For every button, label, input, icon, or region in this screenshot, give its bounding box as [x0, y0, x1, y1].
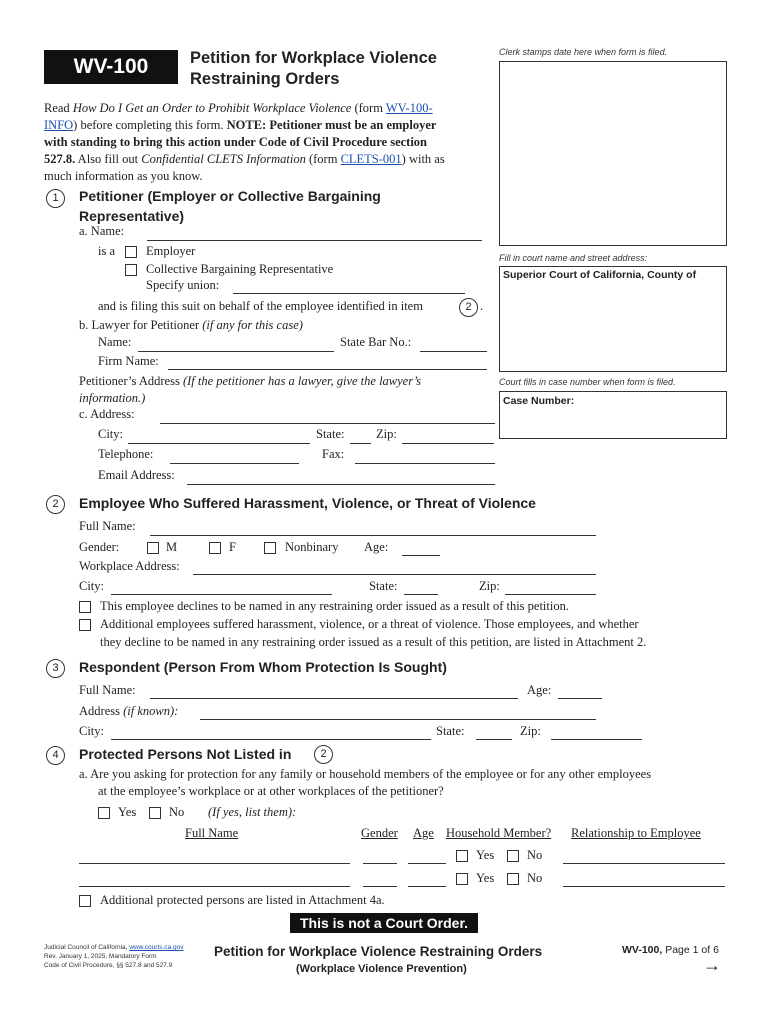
col-gender: Gender: [361, 826, 398, 840]
filing-behalf-text: and is filing this suit on behalf of the employee identified in item: [98, 299, 423, 313]
additional-protected-text: Additional protected persons are listed in Attachment 4a.: [100, 893, 385, 907]
workplace-address-field[interactable]: [193, 574, 596, 575]
section-4-number: 4: [46, 746, 65, 765]
gender-f-label: F: [229, 540, 236, 554]
wv100info-link-cont[interactable]: INFO: [44, 118, 74, 132]
gender-nonbinary-checkbox[interactable]: [264, 542, 276, 554]
employee-city-label: City:: [79, 579, 105, 593]
person2-age-field[interactable]: [408, 886, 446, 887]
lawyer-name-label: Name:: [98, 335, 132, 349]
person1-name-field[interactable]: [79, 863, 350, 864]
section-2-number: 2: [46, 495, 65, 514]
respondent-address-field[interactable]: [200, 719, 596, 720]
next-page-arrow-icon[interactable]: →: [703, 955, 721, 975]
form-title: [190, 48, 490, 90]
lawyer-label: b. Lawyer for Petitioner (if any for this case): [79, 318, 303, 332]
section-1-heading: Petitioner (Employer or Collective Bargaining Representative): [79, 188, 381, 224]
fax-field[interactable]: [355, 463, 495, 464]
respondent-zip-label: Zip:: [520, 724, 541, 738]
is-a-label: is a: [98, 244, 116, 258]
clerk-stamp-note: Clerk stamps date here when form is filed.: [499, 47, 668, 57]
filing-period: .: [480, 299, 484, 313]
footer-form-title: Petition for Workplace Violence Restraining Orders: [214, 944, 543, 959]
state-bar-label: State Bar No.:: [340, 335, 412, 349]
gender-nonbinary-label: Nonbinary: [285, 540, 339, 554]
person1-household-yes-checkbox[interactable]: [456, 850, 468, 862]
col-household: Household Member?: [446, 826, 552, 840]
court-name-box[interactable]: [499, 266, 727, 372]
respondent-state-label: State:: [436, 724, 465, 738]
state-field[interactable]: [350, 443, 371, 444]
petitioner-name-label: a. Name:: [79, 224, 125, 238]
email-field[interactable]: [187, 484, 495, 485]
intro-paragraph: Read How Do I Get an Order to Prohibit Workplace Violence (form WV-100- INFO) before completing this form. NOTE: Petitioner must be an employer with standing to bring this action under Code of Civil Procedure section 527.8. Also fill out Confidential CLETS Information (form CLETS-001) with as much information as you know.: [44, 101, 445, 183]
protection-question: a. Are you asking for protection for any family or household members of the employee or for any other employees: [79, 767, 652, 781]
person1-age-field[interactable]: [408, 863, 446, 864]
employee-declines-checkbox[interactable]: [79, 601, 91, 613]
fax-label: Fax:: [322, 447, 345, 461]
state-label: State:: [316, 427, 345, 441]
case-number-label: Case Number:: [503, 395, 575, 407]
employee-city-field[interactable]: [111, 594, 332, 595]
person2-relationship-field[interactable]: [563, 886, 725, 887]
person1-relationship-field[interactable]: [563, 863, 725, 864]
respondent-address-label: Address (if known):: [79, 704, 179, 718]
not-court-order-banner: This is not a Court Order.: [290, 913, 478, 933]
person1-household-yes-label: Yes: [476, 848, 495, 862]
clerk-stamp-box[interactable]: [499, 61, 727, 246]
address-label: c. Address:: [79, 407, 135, 421]
form-title-line1: Petition for Workplace Violence: [190, 49, 437, 67]
petitioner-address-label: Petitioner’s Address (If the petitioner has a lawyer, give the lawyer’s information.): [79, 374, 421, 405]
firm-name-field[interactable]: [168, 369, 487, 370]
employee-name-label: Full Name:: [79, 519, 136, 533]
lawyer-name-field[interactable]: [138, 351, 334, 352]
person1-gender-field[interactable]: [363, 863, 397, 864]
employer-label: Employer: [146, 244, 196, 258]
employee-age-field[interactable]: [402, 555, 440, 556]
state-bar-field[interactable]: [420, 351, 487, 352]
address-field[interactable]: [160, 423, 495, 424]
additional-employees-checkbox[interactable]: [79, 619, 91, 631]
employee-name-field[interactable]: [150, 535, 596, 536]
person2-household-yes-label: Yes: [476, 871, 495, 885]
additional-employees-text-2: they decline to be named in any restraining order issued as a result of this petition, are listed in Attachment 2.: [100, 635, 647, 649]
person2-household-yes-checkbox[interactable]: [456, 873, 468, 885]
cbr-label: Collective Bargaining Representative: [146, 262, 334, 276]
gender-f-checkbox[interactable]: [209, 542, 221, 554]
person2-household-no-label: No: [527, 871, 543, 885]
petitioner-name-field[interactable]: [147, 240, 482, 241]
city-label: City:: [98, 427, 124, 441]
protection-no-label: No: [169, 805, 185, 819]
employee-zip-field[interactable]: [505, 594, 596, 595]
court-name-label: Superior Court of California, County of: [503, 269, 697, 281]
section-3-heading: Respondent (Person From Whom Protection Is Sought): [79, 659, 447, 675]
footer-form-subtitle: (Workplace Violence Prevention): [296, 963, 467, 975]
court-name-note: Fill in court name and street address:: [499, 253, 648, 263]
employee-state-field[interactable]: [404, 594, 438, 595]
email-label: Email Address:: [98, 468, 175, 482]
cbr-checkbox[interactable]: [125, 264, 137, 276]
form-title-line2: Restraining Orders: [190, 70, 340, 88]
item-2-ref: 2: [459, 298, 478, 317]
clets001-link[interactable]: CLETS-001: [340, 152, 402, 166]
respondent-name-field[interactable]: [150, 698, 518, 699]
courts-website-link[interactable]: www.courts.ca.gov: [129, 944, 184, 951]
employee-state-label: State:: [369, 579, 398, 593]
respondent-city-label: City:: [79, 724, 105, 738]
form-number-badge: WV-100: [44, 50, 178, 84]
workplace-address-label: Workplace Address:: [79, 559, 180, 573]
case-number-box[interactable]: [499, 391, 727, 439]
employee-age-label: Age:: [364, 540, 389, 554]
col-relationship: Relationship to Employee: [571, 826, 701, 840]
specify-union-label: Specify union:: [146, 278, 220, 292]
footer-page-number: WV-100, Page 1 of 6: [622, 944, 719, 956]
respondent-city-field[interactable]: [111, 739, 431, 740]
case-number-note: Court fills in case number when form is filed.: [499, 377, 676, 387]
specify-union-field[interactable]: [233, 293, 465, 294]
protection-yes-label: Yes: [118, 805, 137, 819]
employee-zip-label: Zip:: [479, 579, 500, 593]
person2-name-field[interactable]: [79, 886, 350, 887]
additional-protected-checkbox[interactable]: [79, 895, 91, 907]
zip-field[interactable]: [402, 443, 494, 444]
respondent-name-label: Full Name:: [79, 683, 136, 697]
respondent-age-field[interactable]: [558, 698, 602, 699]
telephone-label: Telephone:: [98, 447, 154, 461]
employer-checkbox[interactable]: [125, 246, 137, 258]
col-age: Age: [413, 826, 434, 840]
wv100info-link[interactable]: WV-100-: [385, 101, 433, 115]
list-them-label: (If yes, list them):: [208, 805, 297, 819]
protection-yes-checkbox[interactable]: [98, 807, 110, 819]
gender-m-checkbox[interactable]: [147, 542, 159, 554]
respondent-zip-field[interactable]: [551, 739, 642, 740]
firm-name-label: Firm Name:: [98, 354, 159, 368]
gender-m-label: M: [166, 540, 178, 554]
city-field[interactable]: [128, 443, 310, 444]
respondent-state-field[interactable]: [476, 739, 512, 740]
employee-declines-text: This employee declines to be named in any restraining order issued as a result of this petition.: [100, 599, 569, 613]
protection-no-checkbox[interactable]: [149, 807, 161, 819]
person1-household-no-label: No: [527, 848, 543, 862]
person2-household-no-checkbox[interactable]: [507, 873, 519, 885]
additional-employees-text: Additional employees suffered harassment, violence, or a threat of violence. Those employees, and whether: [100, 617, 639, 631]
person1-household-no-checkbox[interactable]: [507, 850, 519, 862]
telephone-field[interactable]: [170, 463, 299, 464]
person2-gender-field[interactable]: [363, 886, 397, 887]
footer-citation: Judicial Council of California, www.courts.ca.gov Rev. January 1, 2025, Mandatory Form Code of Civil Procedure, §§ 527.8 and 527.9: [44, 944, 184, 969]
zip-label: Zip:: [376, 427, 397, 441]
protection-question-2: at the employee’s workplace or at other workplaces of the petitioner?: [98, 784, 444, 798]
section-4-heading: Protected Persons Not Listed in: [79, 746, 292, 762]
respondent-age-label: Age:: [527, 683, 552, 697]
section-2-heading: Employee Who Suffered Harassment, Violence, or Threat of Violence: [79, 495, 536, 511]
section-4-item-2-ref: 2: [314, 745, 333, 764]
section-3-number: 3: [46, 659, 65, 678]
gender-label: Gender:: [79, 540, 120, 554]
col-full-name: Full Name: [185, 826, 239, 840]
section-1-number: 1: [46, 189, 65, 208]
